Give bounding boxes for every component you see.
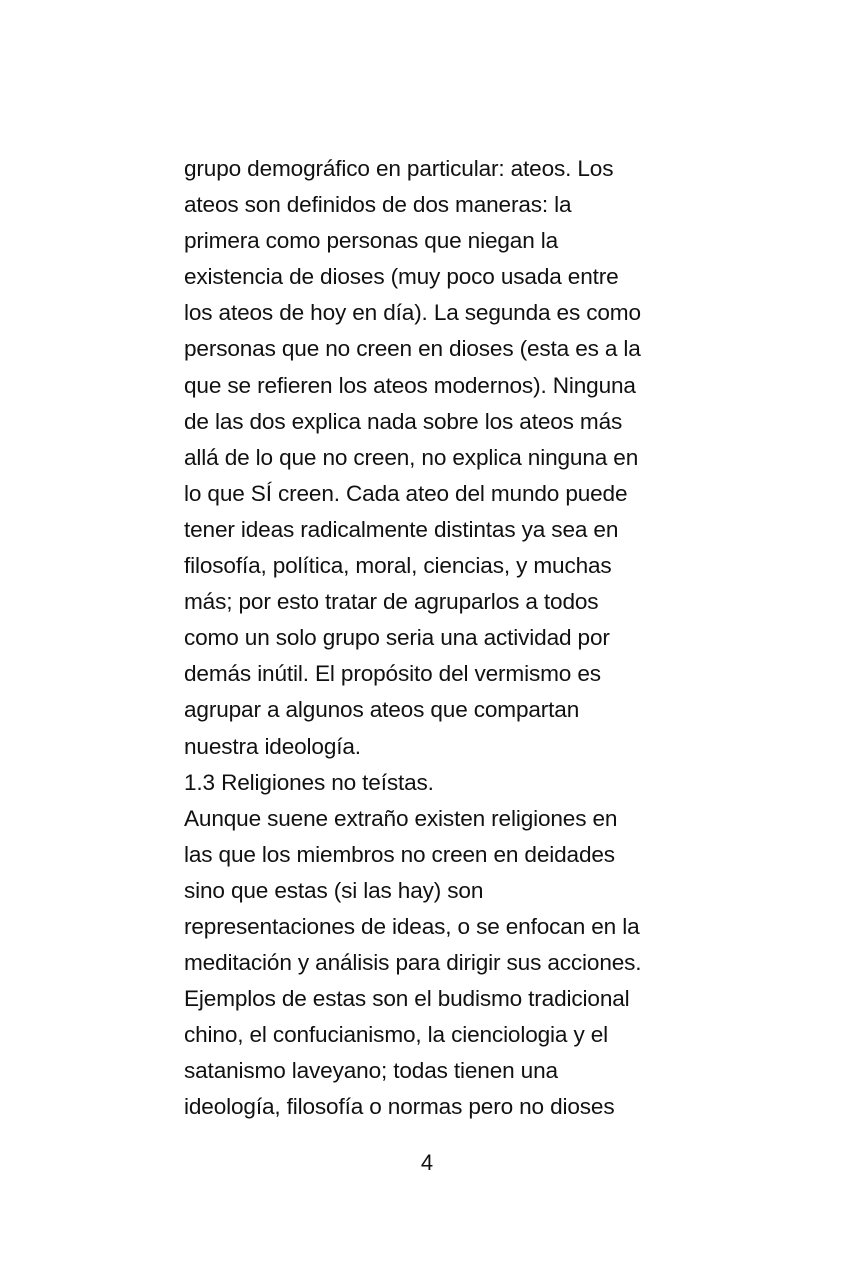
text-line: ateos son definidos de dos maneras: la	[184, 192, 572, 218]
page-body	[184, 151, 684, 1126]
text-line: más; por esto tratar de agruparlos a todos	[184, 589, 599, 615]
text-line: existencia de dioses (muy poco usada entre	[184, 264, 619, 290]
text-line: satanismo laveyano; todas tienen una	[184, 1058, 558, 1084]
text-line: ideología, filosofía o normas pero no dioses	[184, 1094, 615, 1120]
text-line: tener ideas radicalmente distintas ya sea en	[184, 516, 619, 542]
text-line: filosofía, política, moral, ciencias, y muchas	[184, 553, 612, 579]
text-line: grupo demográfico en particular: ateos. Los	[184, 156, 614, 181]
text-line: representaciones de ideas, o se enfocan en la	[184, 913, 640, 939]
text-line: sino que estas (si las hay) son	[184, 877, 484, 903]
text-line: agrupar a algunos ateos que compartan	[184, 697, 580, 723]
text-line: nuestra ideología.	[184, 733, 361, 759]
text-line: de las dos explica nada sobre los ateos más	[184, 408, 623, 434]
text-line: lo que SÍ creen. Cada ateo del mundo puede	[184, 480, 628, 506]
text-line: Ejemplos de estas son el budismo tradicional	[184, 986, 630, 1012]
text-line: Aunque suene extraño existen religiones en	[184, 805, 618, 831]
text-line: meditación y análisis para dirigir sus acciones.	[184, 950, 642, 976]
text-line: demás inútil. El propósito del vermismo es	[184, 661, 601, 687]
text-line: las que los miembros no creen en deidades	[184, 841, 615, 867]
text-line: como un solo grupo seria una actividad por	[184, 625, 610, 651]
page-number: 4	[420, 1150, 434, 1175]
text-line: primera como personas que niegan la	[184, 228, 559, 254]
section-heading: 1.3 Religiones no teístas.	[184, 769, 434, 795]
text-line: los ateos de hoy en día). La segunda es como	[184, 300, 641, 326]
text-line: allá de lo que no creen, no explica ninguna en	[184, 444, 639, 470]
text-line: chino, el confucianismo, la cienciologia y el	[184, 1022, 609, 1048]
text-line: personas que no creen en dioses (esta es a la	[184, 336, 641, 362]
text-line: que se refieren los ateos modernos). Ninguna	[184, 372, 636, 398]
